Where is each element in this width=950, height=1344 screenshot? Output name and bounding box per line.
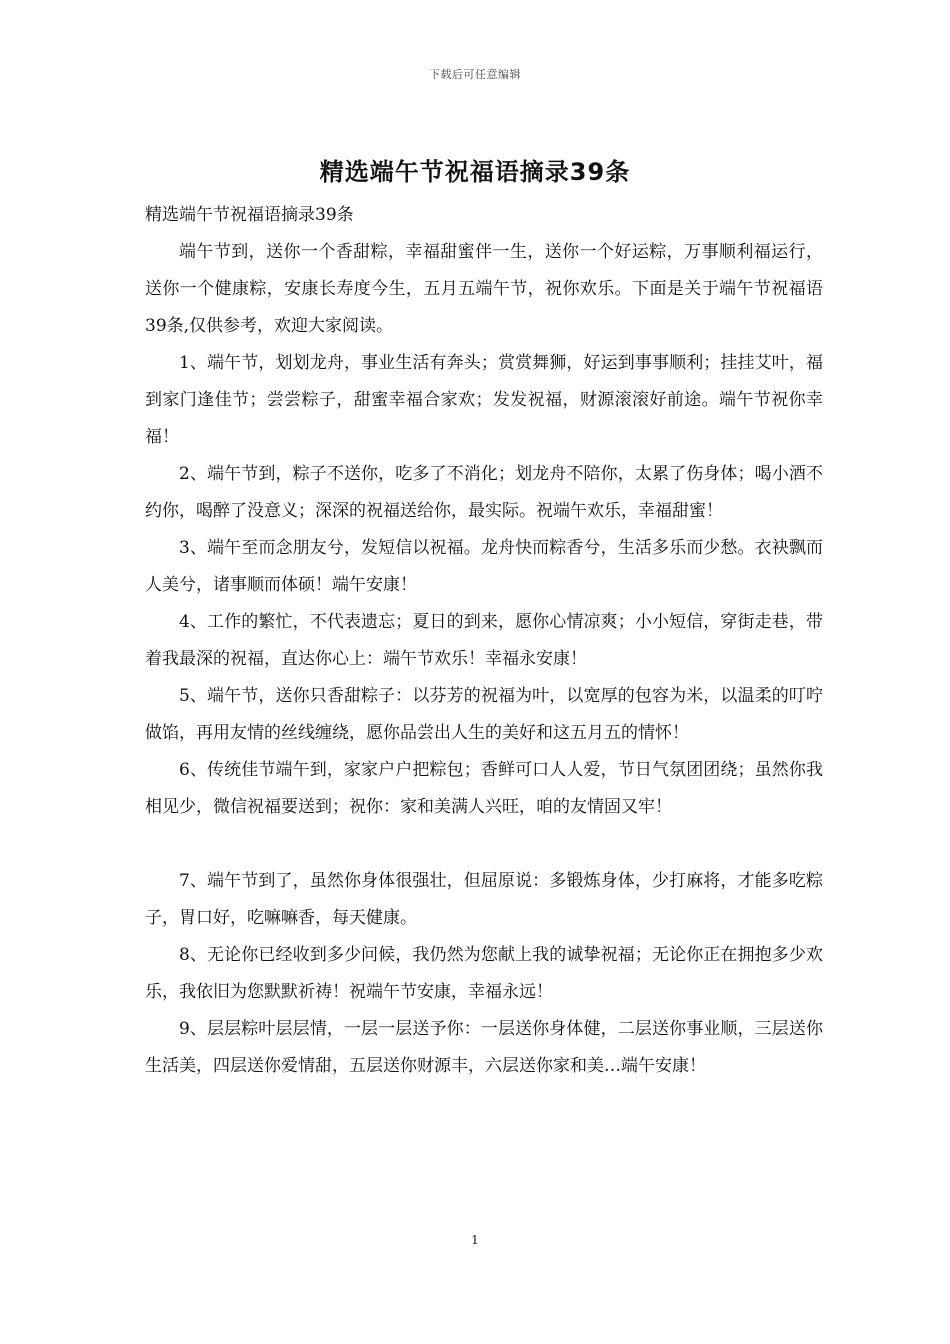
page-number: 1: [471, 1233, 479, 1247]
greeting-item-8: 8、无论你已经收到多少问候，我仍然为您献上我的诚挚祝福；无论你正在拥抱多少欢乐，我依旧为您默默祈祷！祝端午节安康，幸福永远！: [145, 945, 823, 1002]
greeting-item-1: 1、端午节，划划龙舟，事业生活有奔头；赏赏舞狮，好运到事事顺利；挂挂艾叶，福到家门逢佳节；尝尝粽子，甜蜜幸福合家欢；发发祝福，财源滚滚好前途。端午节祝你幸福！: [145, 353, 823, 447]
document-body: [145, 197, 823, 1085]
greeting-item-3: 3、端午至而念朋友兮，发短信以祝福。龙舟快而粽香兮，生活多乐而少愁。衣袂飘而人美兮，诸事顺而体硕！端午安康！: [145, 538, 823, 595]
greeting-item-6: 6、传统佳节端午到，家家户户把粽包；香鲜可口人人爱，节日气氛团团绕；虽然你我相见少，微信祝福要送到；祝你：家和美满人兴旺，咱的友情固又牢！: [145, 760, 823, 817]
intro-paragraph: 端午节到，送你一个香甜粽，幸福甜蜜伴一生，送你一个好运粽，万事顺利福运行，送你一个健康粽，安康长寿度今生，五月五端午节，祝你欢乐。下面是关于端午节祝福语39条,仅供参考，欢迎大家阅读。: [145, 242, 823, 336]
document-title: 精选端午节祝福语摘录39条: [319, 158, 631, 186]
greeting-item-2: 2、端午节到，粽子不送你，吃多了不消化；划龙舟不陪你，太累了伤身体；喝小酒不约你，喝醉了没意义；深深的祝福送给你，最实际。祝端午欢乐，幸福甜蜜！: [145, 464, 823, 521]
document-subtitle: 精选端午节祝福语摘录39条: [145, 205, 354, 225]
blank-line: [145, 826, 823, 863]
greeting-item-7: 7、端午节到了，虽然你身体很强壮，但屈原说：多锻炼身体，少打麻将，才能多吃粽子，胃口好，吃嘛嘛香，每天健康。: [145, 871, 823, 928]
greeting-item-4: 4、工作的繁忙，不代表遗忘；夏日的到来，愿你心情凉爽；小小短信，穿街走巷，带着我最深的祝福，直达你心上：端午节欢乐！幸福永安康！: [145, 612, 823, 669]
header-note: 下载后可任意编辑: [429, 68, 521, 81]
greeting-item-5: 5、端午节，送你只香甜粽子：以芬芳的祝福为叶，以宽厚的包容为米，以温柔的叮咛做馅，再用友情的丝线缠绕，愿你品尝出人生的美好和这五月五的情怀！: [145, 686, 823, 743]
greeting-item-9: 9、层层粽叶层层情，一层一层送予你：一层送你身体健，二层送你事业顺，三层送你生活美，四层送你爱情甜，五层送你财源丰，六层送你家和美…端午安康！: [145, 1019, 823, 1076]
